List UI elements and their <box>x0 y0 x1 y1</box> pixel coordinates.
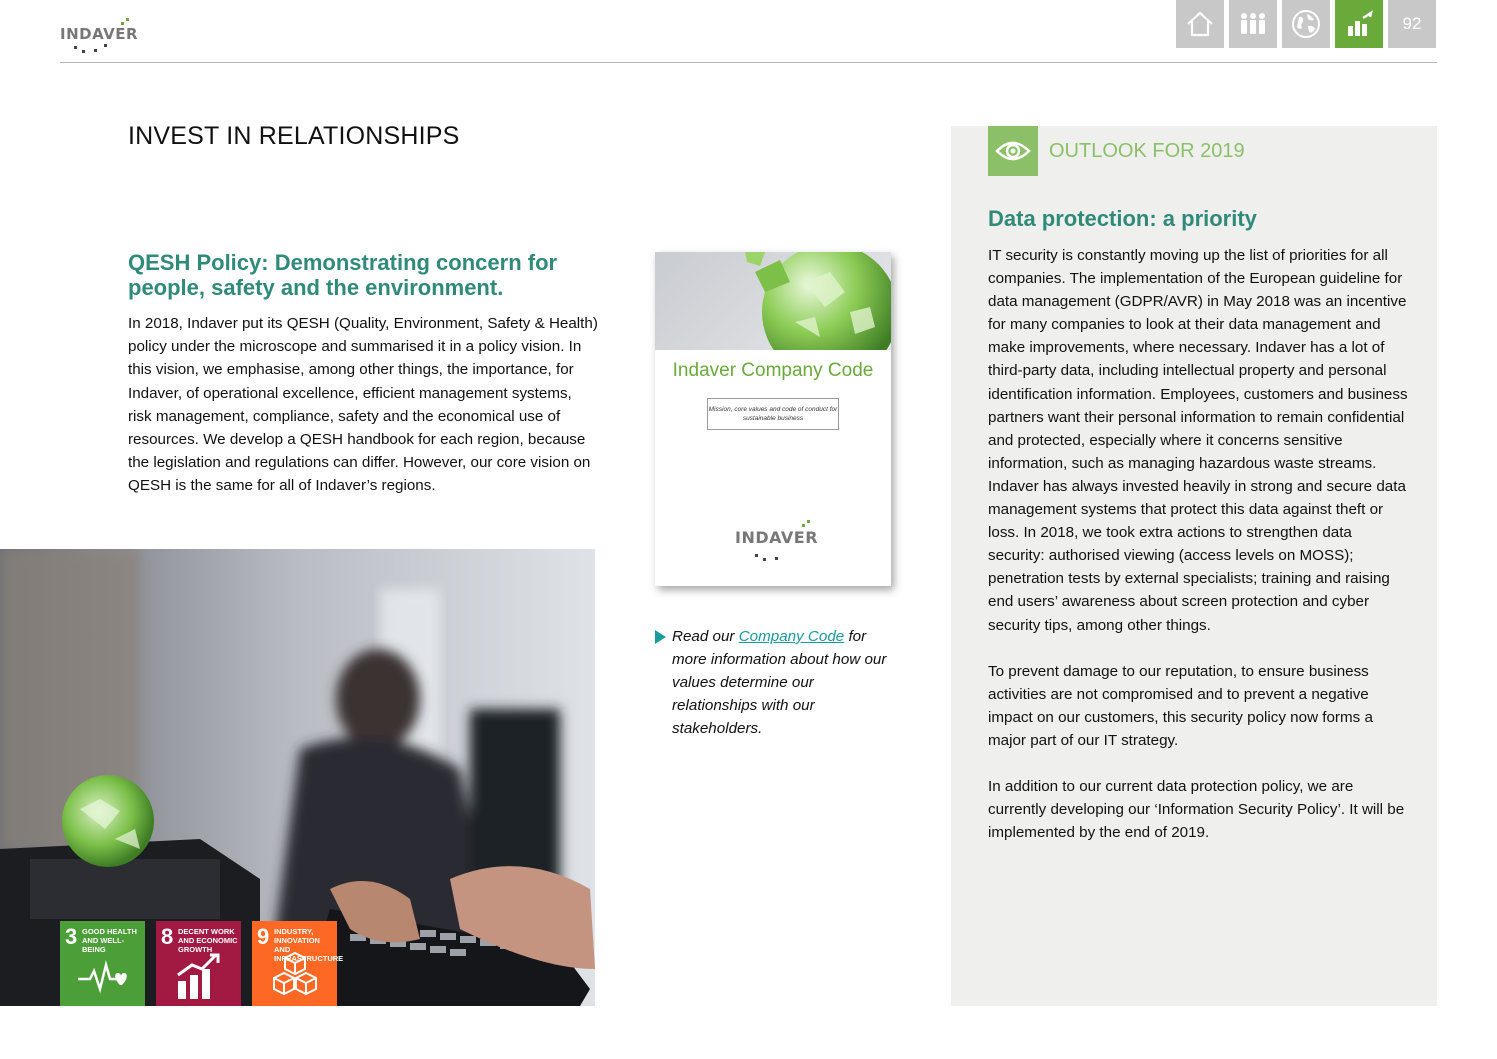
play-triangle-icon <box>655 630 666 644</box>
page-number: 92 <box>1402 14 1422 33</box>
data-protection-heading: Data protection: a priority <box>988 206 1257 231</box>
booklet-cover-image <box>655 252 891 350</box>
nav-growth-button[interactable] <box>1335 0 1383 48</box>
section-title: INVEST IN RELATIONSHIPS <box>128 122 460 150</box>
company-code-booklet[interactable] <box>655 252 891 586</box>
heartbeat-icon <box>76 949 130 1001</box>
people-icon <box>1237 8 1269 40</box>
eye-icon <box>995 139 1031 163</box>
read-more-suffix: for more information about how our values determine our relationships with our stakeholders. <box>672 628 887 737</box>
nav-home-button[interactable] <box>1176 0 1224 48</box>
bar-chart-icon <box>1343 8 1375 40</box>
sdg-number: 8 <box>161 924 174 949</box>
data-protection-body <box>988 244 1408 868</box>
cubes-icon <box>268 949 322 1001</box>
growth-chart-icon <box>172 949 226 1001</box>
sdg-label: GOOD HEALTH AND WELL-BEING <box>82 927 137 954</box>
header-divider <box>60 62 1437 63</box>
qesh-body: In 2018, Indaver put its QESH (Quality, Environment, Safety & Health) policy under the microscope and summarised it in a policy vision. In this vision, we emphasise, among other things, the importance, for Indaver, of operational excellence, efficient management systems, risk management, compliance, safety and the economical use of resources. We develop a QESH handbook for each region, because the legislation and regulations can differ. However, our core vision on QESH is the same for all of Indaver’s regions. <box>128 315 598 495</box>
qesh-heading: QESH Policy: Demonstrating concern for people, safety and the environment. <box>128 250 558 300</box>
sdg-tile-3[interactable] <box>60 921 145 1006</box>
outlook-title: OUTLOOK FOR 2019 <box>1049 140 1245 162</box>
booklet-title: Indaver Company Code <box>672 360 874 381</box>
booklet-subtitle-box <box>707 398 839 430</box>
booklet-logo-text: INDAVER <box>735 528 819 547</box>
sdg-number: 3 <box>65 924 78 949</box>
company-code-link[interactable]: Company Code <box>738 628 845 645</box>
nav-people-button[interactable] <box>1229 0 1277 48</box>
booklet-logo <box>735 520 825 564</box>
globe-illustration <box>655 252 891 350</box>
read-more-prefix: Read our <box>672 628 739 645</box>
paragraph: To prevent damage to our reputation, to ensure business activities are not compromised and to prevent a negative impact on our customers, this security policy now forms a major part of our IT strategy. <box>988 662 1373 749</box>
paragraph: IT security is constantly moving up the list of priorities for all companies. The implementation of the European guideline for data management (GDPR/AVR) in May 2018 was an incentive for many companies to look at their data management and make improvements, where necessary. Indaver has a lot of third-party data, including intellectual property and personal identification information. Employees, customers and business partners want their personal information to remain confidential and protected, especially where it concerns sensitive information, such as managing hazardous waste streams. Indaver has always invested heavily in strong and secure data management systems that protect this data against theft or loss. In 2018, we took extra actions to strengthen data security: authorised viewing (access levels on MOSS); penetration tests by external specialists; training and raising end users’ awareness about screen protection and cyber security tips, among other things. <box>988 247 1408 634</box>
paragraph: In addition to our current data protection policy, we are currently developing our ‘Information Security Policy’. It will be implemented by the end of 2019. <box>988 778 1405 842</box>
nav-world-button[interactable] <box>1282 0 1330 48</box>
home-icon <box>1184 8 1216 40</box>
indaver-logo[interactable] <box>60 18 140 58</box>
booklet-subtitle: Mission, core values and code of conduct for sustainable business <box>708 406 838 422</box>
sdg-number: 9 <box>257 924 270 949</box>
sdg-tile-8[interactable] <box>156 921 241 1006</box>
sdg-tile-9[interactable] <box>252 921 344 1006</box>
page-number-badge <box>1388 0 1436 48</box>
sdg-label: DECENT WORK AND ECONOMIC GROWTH <box>178 927 238 954</box>
logo-wordmark: INDAVER <box>60 25 139 43</box>
sdg-label: INDUSTRY, INNOVATION AND INFRASTRUCTURE <box>274 927 344 963</box>
eye-badge <box>988 126 1038 176</box>
globe-icon <box>1290 8 1322 40</box>
